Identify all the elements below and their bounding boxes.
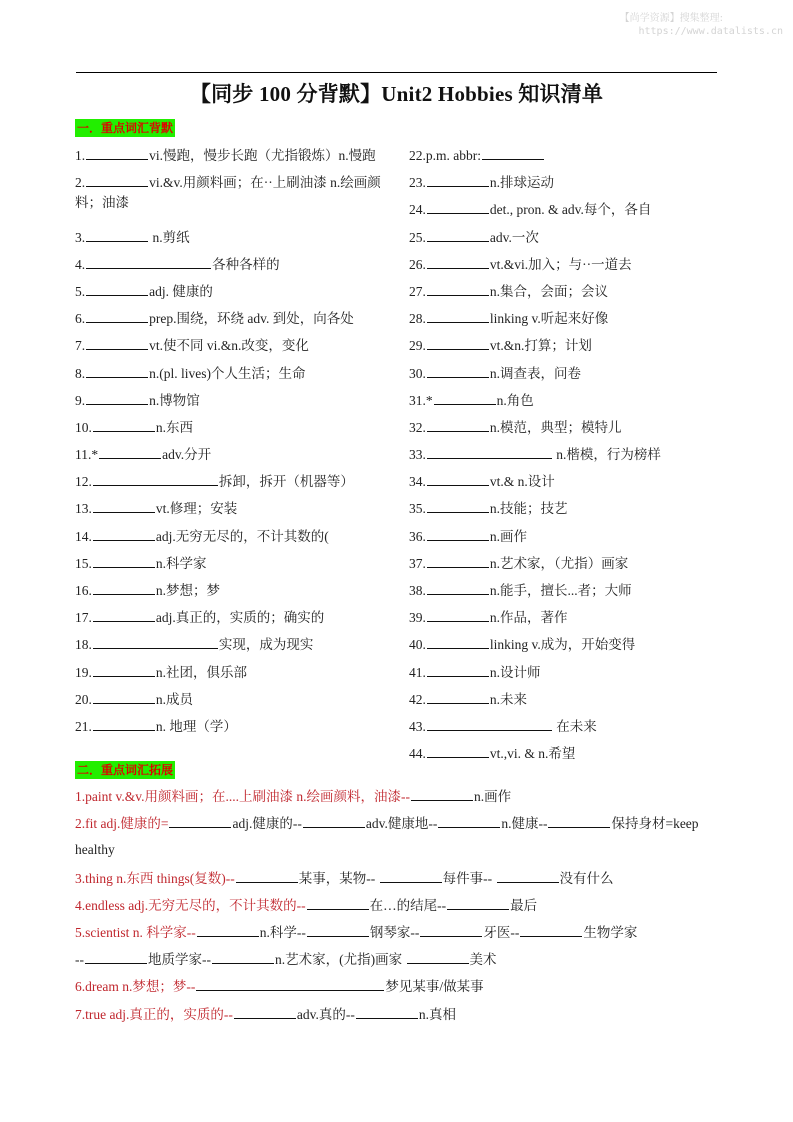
list-item: 2. vi.&v.用颜料画；在··上刷油漆 n.绘画颜料；油漆 [75, 172, 395, 226]
answer-blank[interactable] [85, 949, 147, 964]
answer-blank[interactable] [411, 786, 473, 801]
list-item: 8. n.(pl. lives)个人生活；生命 [75, 363, 395, 390]
answer-blank[interactable] [427, 172, 489, 187]
list-item: 39. n.作品，著作 [409, 607, 739, 634]
list-item: 3. n.剪纸 [75, 227, 395, 254]
list-item: 31.* n.角色 [409, 390, 739, 417]
list-item: 6. prep.围绕，环绕 adv. 到处，向各处 [75, 308, 395, 335]
answer-blank[interactable] [427, 471, 489, 486]
list-item: 22.p.m. abbr: [409, 145, 739, 172]
answer-blank[interactable] [93, 498, 155, 513]
list-item: 10. n.东西 [75, 417, 395, 444]
extension-row: -- 地质学家-- n.艺术家，(尤指)画家 美术 [75, 949, 735, 976]
answer-blank[interactable] [86, 390, 148, 405]
answer-blank[interactable] [438, 813, 500, 828]
list-item: 26. vt.&vi.加入；与··一道去 [409, 254, 739, 281]
answer-blank[interactable] [86, 172, 148, 187]
answer-blank[interactable] [99, 444, 161, 459]
list-item: 40. linking v.成为，开始变得 [409, 634, 739, 661]
answer-blank[interactable] [520, 922, 582, 937]
answer-blank[interactable] [93, 662, 155, 677]
answer-blank[interactable] [93, 716, 155, 731]
answer-blank[interactable] [427, 634, 489, 649]
section-heading-extension: 二．重点词汇拓展 [77, 763, 174, 777]
list-item: 29. vt.&n.打算；计划 [409, 335, 739, 362]
answer-blank[interactable] [86, 227, 148, 242]
list-item: 16. n.梦想；梦 [75, 580, 395, 607]
list-item: 13. vt.修理；安装 [75, 498, 395, 525]
list-item: 37. n.艺术家，（尤指）画家 [409, 553, 739, 580]
vocab-extension-list [75, 786, 735, 1031]
extension-row: 4.endless adj.无穷无尽的，不计其数的-- 在…的结尾-- 最后 [75, 895, 735, 922]
extension-row: 5.scientist n. 科学家-- n.科学-- 钢琴家-- 牙医-- 生物学家 [75, 922, 735, 949]
answer-blank[interactable] [234, 1004, 296, 1019]
list-item: 28. linking v.听起来好像 [409, 308, 739, 335]
list-item: 24. det., pron. & adv.每个，各自 [409, 199, 739, 226]
list-item: 25. adv.一次 [409, 227, 739, 254]
answer-blank[interactable] [427, 227, 489, 242]
answer-blank[interactable] [497, 868, 559, 883]
answer-blank[interactable] [236, 868, 298, 883]
answer-blank[interactable] [427, 607, 489, 622]
answer-blank[interactable] [427, 580, 489, 595]
list-item: 1. vi.慢跑，慢步长跑（尤指锻炼）n.慢跑 [75, 145, 395, 172]
list-item: 21. n. 地理（学） [75, 716, 395, 743]
answer-blank[interactable] [482, 145, 544, 160]
extension-row: healthy [75, 842, 115, 858]
answer-blank[interactable] [427, 526, 489, 541]
list-item: 14. adj.无穷无尽的，不计其数的( [75, 526, 395, 553]
answer-blank[interactable] [93, 580, 155, 595]
answer-blank[interactable] [307, 895, 369, 910]
list-item: 30. n.调查表，问卷 [409, 363, 739, 390]
answer-blank[interactable] [427, 689, 489, 704]
list-item: 23. n.排球运动 [409, 172, 739, 199]
list-item: 43. 在未来 [409, 716, 739, 743]
answer-blank[interactable] [427, 335, 489, 350]
answer-blank[interactable] [420, 922, 482, 937]
list-item: 18. 实现，成为现实 [75, 634, 395, 661]
answer-blank[interactable] [93, 553, 155, 568]
list-item: 38. n.能手，擅长...者；大师 [409, 580, 739, 607]
list-item: 7. vt.使不同 vi.&n.改变，变化 [75, 335, 395, 362]
answer-blank[interactable] [427, 308, 489, 323]
watermark [620, 12, 783, 38]
answer-blank[interactable] [93, 689, 155, 704]
answer-blank[interactable] [307, 922, 369, 937]
answer-blank[interactable] [93, 607, 155, 622]
answer-blank[interactable] [86, 335, 148, 350]
answer-blank[interactable] [86, 363, 148, 378]
answer-blank[interactable] [93, 634, 218, 649]
answer-blank[interactable] [380, 868, 442, 883]
list-item: 41. n.设计师 [409, 662, 739, 689]
answer-blank[interactable] [427, 417, 489, 432]
answer-blank[interactable] [212, 949, 274, 964]
answer-blank[interactable] [86, 254, 211, 269]
answer-blank[interactable] [427, 281, 489, 296]
list-item: 35. n.技能；技艺 [409, 498, 739, 525]
answer-blank[interactable] [356, 1004, 418, 1019]
page-title: 【同步 100 分背默】Unit2 Hobbies 知识清单 [189, 82, 604, 106]
answer-blank[interactable] [427, 363, 489, 378]
answer-blank[interactable] [434, 390, 496, 405]
vocab-list-left [75, 145, 395, 743]
answer-blank[interactable] [197, 922, 259, 937]
list-item: 27. n.集合，会面；会议 [409, 281, 739, 308]
answer-blank[interactable] [86, 281, 148, 296]
answer-blank[interactable] [427, 498, 489, 513]
answer-blank[interactable] [427, 444, 552, 459]
section-heading-vocab: 一．重点词汇背默 [77, 121, 174, 135]
answer-blank[interactable] [93, 526, 155, 541]
extension-row: 6.dream n.梦想；梦-- 梦见某事/做某事 [75, 976, 735, 1003]
list-item: 11.* adv.分开 [75, 444, 395, 471]
answer-blank[interactable] [169, 813, 231, 828]
answer-blank[interactable] [427, 662, 489, 677]
list-item: 34. vt.& n.设计 [409, 471, 739, 498]
answer-blank[interactable] [427, 254, 489, 269]
list-item: 5. adj. 健康的 [75, 281, 395, 308]
vocab-list-right [409, 145, 739, 770]
answer-blank[interactable] [447, 895, 509, 910]
list-item: 33. n.楷模，行为榜样 [409, 444, 739, 471]
extension-row: 1.paint v.&v.用颜料画；在....上刷油漆 n.绘画颜料，油漆-- n.画作 [75, 786, 735, 813]
list-item: 17. adj.真正的，实质的；确实的 [75, 607, 395, 634]
answer-blank[interactable] [548, 813, 610, 828]
answer-blank[interactable] [427, 199, 489, 214]
answer-blank[interactable] [93, 417, 155, 432]
list-item: 44. vt.,vi. & n.希望 [409, 743, 739, 770]
answer-blank[interactable] [303, 813, 365, 828]
answer-blank[interactable] [427, 716, 552, 731]
list-item: 12. 拆卸，拆开（机器等） [75, 471, 395, 498]
list-item: 32. n.模范，典型；模特儿 [409, 417, 739, 444]
extension-row: 2.fit adj.健康的= adj.健康的-- adv.健康地-- n.健康-- 保持身材=keep [75, 813, 735, 840]
list-item: 42. n.未来 [409, 689, 739, 716]
watermark-source: 【尚学资源】搜集整理: [619, 13, 723, 24]
list-item: 9. n.博物馆 [75, 390, 395, 417]
list-item: 15. n.科学家 [75, 553, 395, 580]
list-item: 36. n.画作 [409, 526, 739, 553]
extension-row: 3.thing n.东西 things(复数)-- 某事，某物-- 每件事-- 没有什么 [75, 868, 735, 895]
answer-blank[interactable] [86, 145, 148, 160]
answer-blank[interactable] [86, 308, 148, 323]
answer-blank[interactable] [93, 471, 218, 486]
list-item: 4. 各种各样的 [75, 254, 395, 281]
header-rule [76, 72, 717, 73]
answer-blank[interactable] [196, 976, 384, 991]
answer-blank[interactable] [427, 553, 489, 568]
list-item: 19. n.社团，俱乐部 [75, 662, 395, 689]
watermark-url: https://www.datalists.cn [638, 26, 783, 37]
answer-blank[interactable] [427, 743, 489, 758]
extension-row: 7.true adj.真正的，实质的-- adv.真的-- n.真相 [75, 1004, 735, 1031]
answer-blank[interactable] [407, 949, 469, 964]
list-item: 20. n.成员 [75, 689, 395, 716]
